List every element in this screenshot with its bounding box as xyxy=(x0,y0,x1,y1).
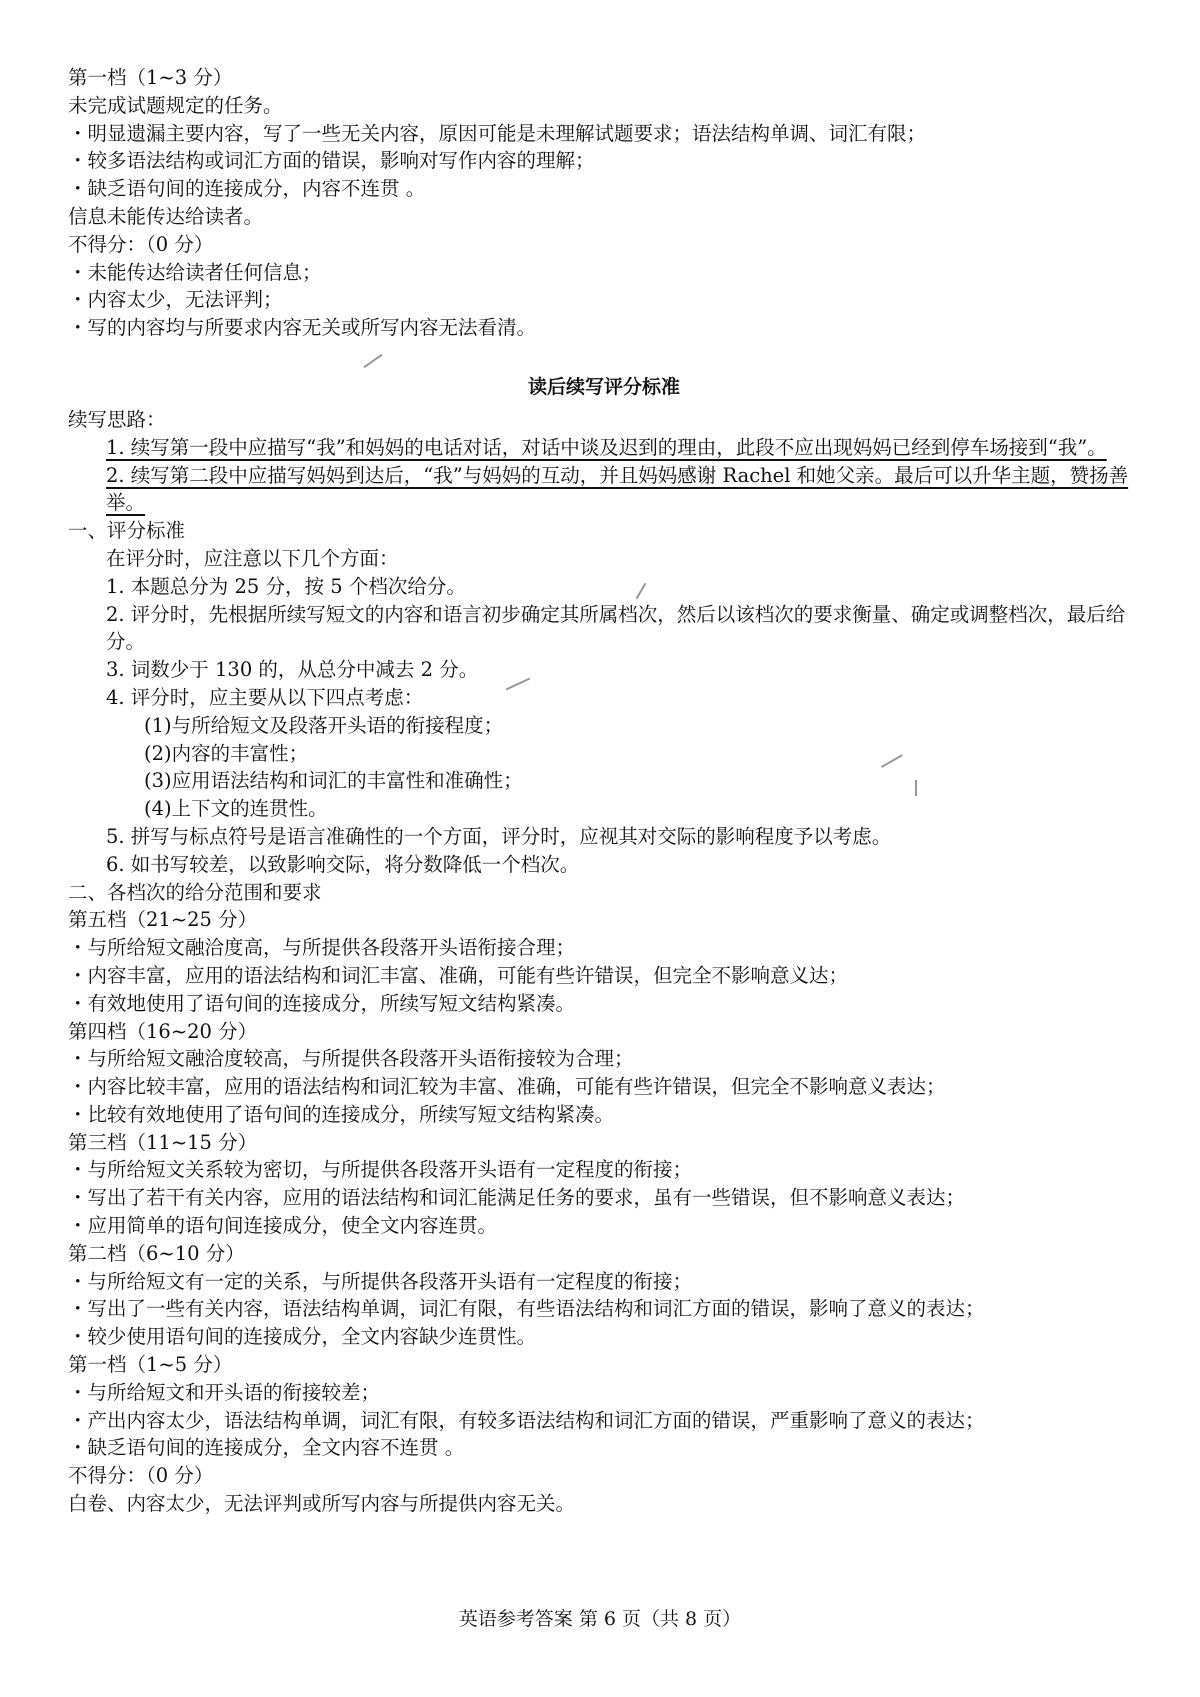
prev-tier1-point: ・缺乏语句间的连接成分，内容不连贯 。 xyxy=(68,177,426,201)
criteria-item: 3. 词数少于 130 的，从总分中减去 2 分。 xyxy=(106,658,479,682)
tier-point: ・与所给短文有一定的关系，与所提供各段落开头语有一定程度的衔接； xyxy=(68,1269,693,1293)
tier-title: 第四档（16~20 分） xyxy=(68,1019,258,1043)
prev-zero-point: ・未能传达给读者任何信息； xyxy=(68,260,322,284)
document-page xyxy=(68,64,1140,1518)
criteria-item: 5. 拼写与标点符号是语言准确性的一个方面，评分时，应视其对交际的影响程度予以考虑。 xyxy=(106,824,892,848)
ideas-paragraph-2: 2. 续写第二段中应描写妈妈到达后，“我”与妈妈的互动，并且妈妈感谢 Rachel 和她父亲。最后可以升华主题，赞扬善举。 xyxy=(106,463,1129,515)
tier-point: ・写出了一些有关内容，语法结构单调，词汇有限，有些语法结构和词汇方面的错误，影响了意义的表达； xyxy=(68,1297,985,1321)
prev-zero-point: ・内容太少，无法评判； xyxy=(68,288,283,312)
section-title: 读后续写评分标准 xyxy=(527,375,680,398)
criteria-item: 6. 如书写较差，以致影响交际，将分数降低一个档次。 xyxy=(106,852,580,876)
tiers-heading: 二、各档次的给分范围和要求 xyxy=(68,880,322,904)
tier-title: 第三档（11~15 分） xyxy=(68,1130,258,1154)
criteria-subitem: (3)应用语法结构和词汇的丰富性和准确性； xyxy=(144,769,523,793)
prev-zero-title: 不得分：（0 分） xyxy=(68,232,214,256)
tiers-zero-text: 白卷、内容太少，无法评判或所写内容与所提供内容无关。 xyxy=(68,1492,576,1516)
tier-point: ・产出内容太少，语法结构单调，词汇有限，有较多语法结构和词汇方面的错误，严重影响了意义的表达； xyxy=(68,1408,985,1432)
criteria-heading: 一、评分标准 xyxy=(68,519,186,543)
prev-zero-point: ・写的内容均与所要求内容无关或所写内容无法看清。 xyxy=(68,316,537,340)
tier-point: ・较少使用语句间的连接成分，全文内容缺少连贯性。 xyxy=(68,1325,537,1349)
prev-tier1-outro: 信息未能传达给读者。 xyxy=(68,204,264,228)
tier-title: 第二档（6~10 分） xyxy=(68,1241,245,1265)
ideas-paragraph-1: 1. 续写第一段中应描写“我”和妈妈的电话对话，对话中谈及迟到的理由，此段不应出现妈妈已经到停车场接到“我”。 xyxy=(106,435,1107,459)
page-footer: 英语参考答案 第 6 页（共 8 页） xyxy=(458,1608,742,1630)
criteria-subitem: (1)与所给短文及段落开头语的衔接程度； xyxy=(144,713,504,737)
prev-tier1-point: ・明显遗漏主要内容，写了一些无关内容，原因可能是未理解试题要求；语法结构单调、词汇有限； xyxy=(68,121,927,145)
criteria-subitem: (4)上下文的连贯性。 xyxy=(144,797,328,821)
tier-point: ・与所给短文融洽度高，与所提供各段落开头语衔接合理； xyxy=(68,936,576,960)
prev-tier1-point: ・较多语法结构或词汇方面的错误，影响对写作内容的理解； xyxy=(68,149,595,173)
tier-point: ・有效地使用了语句间的连接成分，所续写短文结构紧凑。 xyxy=(68,991,576,1015)
tier-title: 第一档（1~5 分） xyxy=(68,1353,233,1377)
criteria-item: 4. 评分时，应主要从以下四点考虑： xyxy=(106,685,424,709)
prev-tier1-intro: 未完成试题规定的任务。 xyxy=(68,93,283,117)
tier-point: ・应用简单的语句间连接成分，使全文内容连贯。 xyxy=(68,1214,498,1238)
tier-title: 第五档（21~25 分） xyxy=(68,908,258,932)
ideas-label: 续写思路： xyxy=(68,407,166,431)
scan-mark xyxy=(915,780,917,796)
criteria-item: 2. 评分时，先根据所续写短文的内容和语言初步确定其所属档次，然后以该档次的要求衡量、确定或调整档次，最后给分。 xyxy=(106,602,1126,654)
tier-point: ・内容比较丰富，应用的语法结构和词汇较为丰富、准确，可能有些许错误，但完全不影响意义表达； xyxy=(68,1075,946,1099)
prev-tier1-title: 第一档（1~3 分） xyxy=(68,66,233,89)
tier-point: ・比较有效地使用了语句间的连接成分，所续写短文结构紧凑。 xyxy=(68,1102,615,1126)
criteria-item: 1. 本题总分为 25 分，按 5 个档次给分。 xyxy=(106,574,466,598)
tier-point: ・与所给短文和开头语的衔接较差； xyxy=(68,1380,381,1404)
tiers-zero-title: 不得分：（0 分） xyxy=(68,1464,214,1488)
criteria-subitem: (2)内容的丰富性； xyxy=(144,741,309,765)
tier-point: ・缺乏语句间的连接成分，全文内容不连贯 。 xyxy=(68,1436,465,1460)
tier-point: ・与所给短文融洽度较高，与所提供各段落开头语衔接较为合理； xyxy=(68,1047,634,1071)
tier-point: ・内容丰富，应用的语法结构和词汇丰富、准确，可能有些许错误，但完全不影响意义达； xyxy=(68,963,849,987)
tier-point: ・写出了若干有关内容，应用的语法结构和词汇能满足任务的要求，虽有一些错误，但不影响意义表达； xyxy=(68,1186,966,1210)
tier-point: ・与所给短文关系较为密切，与所提供各段落开头语有一定程度的衔接； xyxy=(68,1158,693,1182)
criteria-intro: 在评分时，应注意以下几个方面： xyxy=(106,546,399,570)
